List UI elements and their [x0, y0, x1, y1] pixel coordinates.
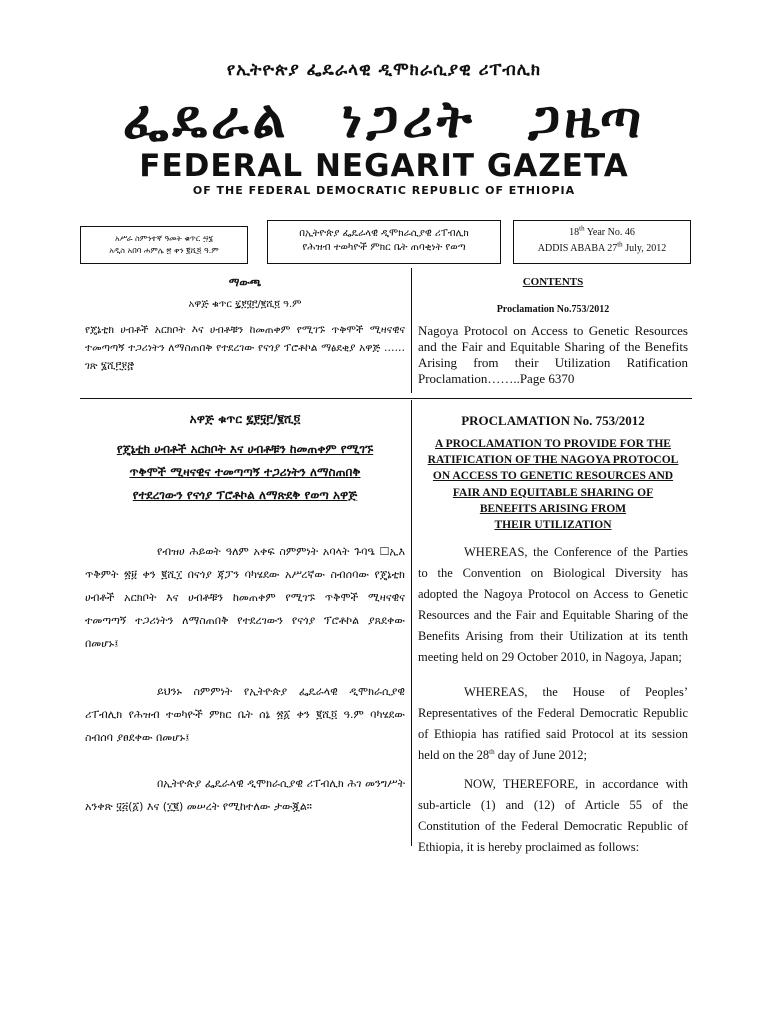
publisher-line-2: የሕዝብ ተወካዮች ምክር ቤት ጠባቂነት የወጣ	[302, 242, 466, 253]
enactment-clause-amharic: በኢትዮጵያ ፌዴራላዊ ዲሞክራሲያዊ ሪፐብሊክ ሕገ መንግሥት አንቀጽ ፶፭(፩) እና (፲፪) መሠረት የሚከተለው ታውጇል።	[85, 777, 405, 813]
title-english-line: FAIR AND EQUITABLE SHARING OF	[452, 486, 654, 499]
issue-info-box-amharic	[80, 226, 248, 264]
issue-year-number-amharic: አሥራ ስምንተኛ ዓመት ቁጥር ፵፮	[115, 234, 213, 243]
contents-summary-amharic: የጄኔቲክ ሀብቶች አርክቦት እና ሀብቶቹን ከመጠቀም የሚገኙ ጥቅሞች ሚዛናዊና ተመጣጣኝ ተጋሪነትን ለማስጠበቅ የተደረገው የናጎያ ፕሮቶኮል ማፅደቂያ አዋጅ …… ገጽ ፮ሺ፫፻፸	[85, 324, 405, 372]
body-column-divider	[411, 400, 412, 846]
title-english-line: ON ACCESS TO GENETIC RESOURCES AND	[432, 470, 674, 483]
title-english-line: A PROCLAMATION TO PROVIDE FOR THE	[435, 438, 671, 450]
gazette-title-amharic: ፌዴራል ነጋሪት ጋዜጣ	[122, 90, 646, 150]
publisher-line-1: በኢትዮጵያ ፌዴራላዊ ዲሞክራሲያዊ ሪፐብሊክ	[299, 228, 469, 239]
gazette-subtitle-english: OF THE FEDERAL DEMOCRATIC REPUBLIC OF ETHIOPIA	[192, 184, 576, 197]
contents-column-divider	[411, 268, 412, 393]
preamble-paragraph-2-amharic: ይህንኑ ስምምነት የኢትዮጵያ ፌዴራላዊ ዲሞክራሲያዊ ሪፐብሊክ የሕዝብ ተወካዮች ምክር ቤት ሰኔ ፳፩ ቀን ፪ሺ፬ ዓ.ም ባካሄደው ስብሰባ ያፀደቀው በመሆኑ፤	[85, 685, 405, 744]
contents-heading-english: CONTENTS	[522, 276, 584, 288]
title-english-line: RATIFICATION OF THE NAGOYA PROTOCOL	[427, 454, 679, 467]
preamble-paragraph-1-english: WHEREAS, the Conference of the Parties to the Convention on Biological Diversity has adopted the Nagoya Protocol on Access to Genetic Resources and the Fair and Equitable Sharing of the Benefits Arising from their Utilization at its tenth meeting held on 29 October 2010, in Nagoya, Japan;	[418, 545, 688, 664]
contents-proclamation-number-amharic: አዋጅ ቁጥር ፯፻፶፫/፪ሺ፬ ዓ.ም	[188, 299, 302, 310]
republic-name-amharic: የኢትዮጵያ ፌዴራላዊ ዲሞክራሲያዊ ሪፐብሊክ	[226, 60, 542, 80]
publisher-box	[267, 220, 501, 264]
contents-proclamation-number-english: Proclamation No.753/2012	[496, 304, 610, 315]
proclamation-title-amharic: የጄኔቲክ ሀብቶች አርክቦት እና ሀብቶቹን ከመጠቀም የሚገኙ ጥቅሞች ሚዛናዊና ተመጣጣኝ ተጋሪነትን ለማስጠበቅ የተደረገውን የናጎያ ፕሮቶኮል ለማጽደቅ የወጣ አዋጅ	[116, 442, 374, 502]
issue-info-box-english	[513, 220, 691, 264]
proclamation-heading-english: PROCLAMATION No. 753/2012	[461, 413, 645, 428]
enactment-clause-english: NOW, THEREFORE, in accordance with sub-article (1) and (12) of Article 55 of the Constitution of the Federal Democratic Republic of Ethiopia, it is hereby proclaimed as follows:	[418, 777, 688, 854]
contents-heading-amharic: ማውጫ	[228, 276, 262, 289]
title-english-line: BENEFITS ARISING FROM	[479, 502, 627, 515]
contents-summary-english: Nagoya Protocol on Access to Genetic Resources and the Fair and Equitable Sharing of the Benefits Arising from their Utilization Ratification Proclamation……..Page 6370	[418, 323, 688, 386]
contents-bottom-rule	[80, 398, 692, 399]
gazette-title-english: FEDERAL NEGARIT GAZETA	[139, 148, 629, 184]
issue-date-english: ADDIS ABABA 27th July, 2012	[537, 240, 667, 254]
proclamation-title-english	[418, 436, 688, 533]
proclamation-heading-amharic: አዋጅ ቁጥር ፯፻፶፫/፪ሺ፬	[189, 412, 301, 426]
issue-year-number-english: 18th Year No. 46	[569, 224, 635, 238]
issue-date-amharic: አዲስ አበባ ሐምሌ ፳ ቀን ፪ሺ፬ ዓ.ም	[109, 246, 219, 255]
preamble-paragraph-1-amharic: የብዝሀ ሕይወት ዓለም አቀፍ ስምምነት አባላት ጉባዔ ☐ኢእ ጥቅምት ፳፱ ቀን ፪ሺ፲ በናጎያ ጃፓን ባካሄደው አሥረኛው ስብሰባው የጄኔቲክ ሀብቶች አርክቦት እና ሀብቶቹን ከመጠቀም የሚገኙ ጥቅሞች ሚዛናዊና ተመጣጣኝ ተጋሪነትን ለማስጠበቅ የተደረገውን የናጎያ ፕሮቶኮል ያጸደቀው በመሆኑ፤	[85, 545, 405, 650]
preamble-paragraph-2-english: WHEREAS, the House of Peoples’ Representatives of the Federal Democratic Republic of Ethiopia has ratified said Protocol at its session held on the 28th day of June 2012;	[418, 685, 688, 762]
title-english-line: THEIR UTILIZATION	[494, 519, 612, 532]
